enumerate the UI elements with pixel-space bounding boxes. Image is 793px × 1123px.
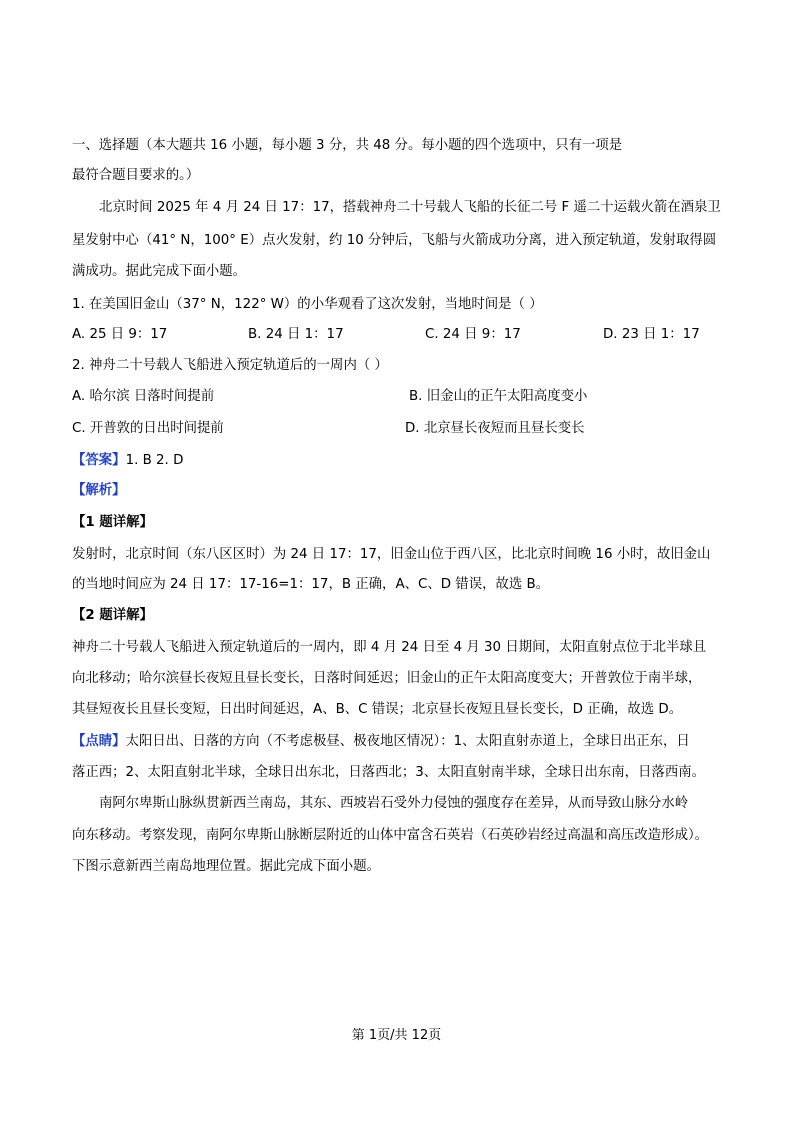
detail-1-line-2: 的当地时间应为 24 日 17：17-16=1：17，B 正确，A、C、D 错误，故选 B。: [72, 577, 550, 592]
passage1-line-3: 满成功。据此完成下面小题。: [72, 264, 247, 279]
passage1-line-2: 星发射中心（41° N，100° E）点火发射，约 10 分钟后，飞船与火箭成功分离，进入预定轨道，发射取得圆: [72, 233, 717, 248]
question-2-option-d: D. 北京昼长夜短而且昼长变长: [405, 421, 585, 436]
passage1-line-1: 北京时间 2025 年 4 月 24 日 17：17，搭载神舟二十号载人飞船的长征二号 F 遥二十运载火箭在酒泉卫: [99, 200, 721, 215]
analysis-label: 【解析】: [72, 483, 126, 498]
question-1-option-c: C. 24 日 9：17: [425, 327, 521, 342]
tip-line-1: [72, 732, 690, 752]
question-1-option-a: A. 25 日 9：17: [72, 327, 168, 342]
passage2-line-3: 下图示意新西兰南岛地理位置。据此完成下面小题。: [72, 859, 380, 874]
answer-label: 【答案】: [72, 453, 126, 468]
answer-line: [72, 451, 183, 471]
detail-1-label: 【1 题详解】: [72, 515, 153, 530]
tip-label: 【点睛】: [72, 734, 126, 749]
section-title-line-2: 最符合题目要求的。）: [72, 168, 200, 183]
detail-1-line-1: 发射时，北京时间（东八区区时）为 24 日 17：17，旧金山位于西八区，比北京时间晚 16 小时，故旧金山: [72, 547, 711, 562]
detail-2-line-2: 向北移动；哈尔滨昼长夜短且昼长变长，日落时间延迟；旧金山的正午太阳高度变大；开普敦位于南半球，: [72, 671, 702, 686]
question-1-option-b: B. 24 日 1：17: [248, 327, 344, 342]
detail-2-line-3: 其昼短夜长且昼长变短，日出时间延迟，A、B、C 错误；北京昼长夜短且昼长变长，D 正确，故选 D。: [72, 702, 683, 717]
passage2-line-1: 南阿尔卑斯山脉纵贯新西兰南岛，其东、西坡岩石受外力侵蚀的强度存在差异，从而导致山脉分水岭: [99, 796, 689, 811]
question-1-option-d: D. 23 日 1：17: [603, 327, 700, 342]
tip-text: 太阳日出、日落的方向（不考虑极昼、极夜地区情况）：1、太阳直射赤道上，全球日出正东，日: [125, 734, 690, 749]
question-2-stem: 2. 神舟二十号载人飞船进入预定轨道后的一周内（ ）: [72, 358, 388, 373]
section-title-line-1: 一、选择题（本大题共 16 小题，每小题 3 分，共 48 分。每小题的四个选项中，只有一项是: [72, 138, 623, 153]
passage2-line-2: 向东移动。考察发现，南阿尔卑斯山脉断层附近的山体中富含石英岩（石英砂岩经过高温和高压改造形成）。: [72, 828, 709, 843]
tip-line-2: 落正西；2、太阳直射北半球，全球日出东北，日落西北；3、太阳直射南半球，全球日出东南，日落西南。: [72, 765, 706, 780]
question-1-stem: 1. 在美国旧金山（37° N，122° W）的小华观看了这次发射，当地时间是（ ）: [72, 297, 543, 312]
question-2-option-a: A. 哈尔滨 日落时间提前: [72, 389, 215, 404]
detail-2-label: 【2 题详解】: [72, 608, 153, 623]
question-2-option-b: B. 旧金山的正午太阳高度变小: [409, 389, 588, 404]
page-footer: 第 1页/共 12页: [351, 1028, 442, 1043]
answer-text: 1. B 2. D: [125, 453, 184, 468]
question-2-option-c: C. 开普敦的日出时间提前: [72, 421, 224, 436]
detail-2-line-1: 神舟二十号载人飞船进入预定轨道后的一周内，即 4 月 24 日至 4 月 30 日期间，太阳直射点位于北半球且: [72, 640, 707, 655]
